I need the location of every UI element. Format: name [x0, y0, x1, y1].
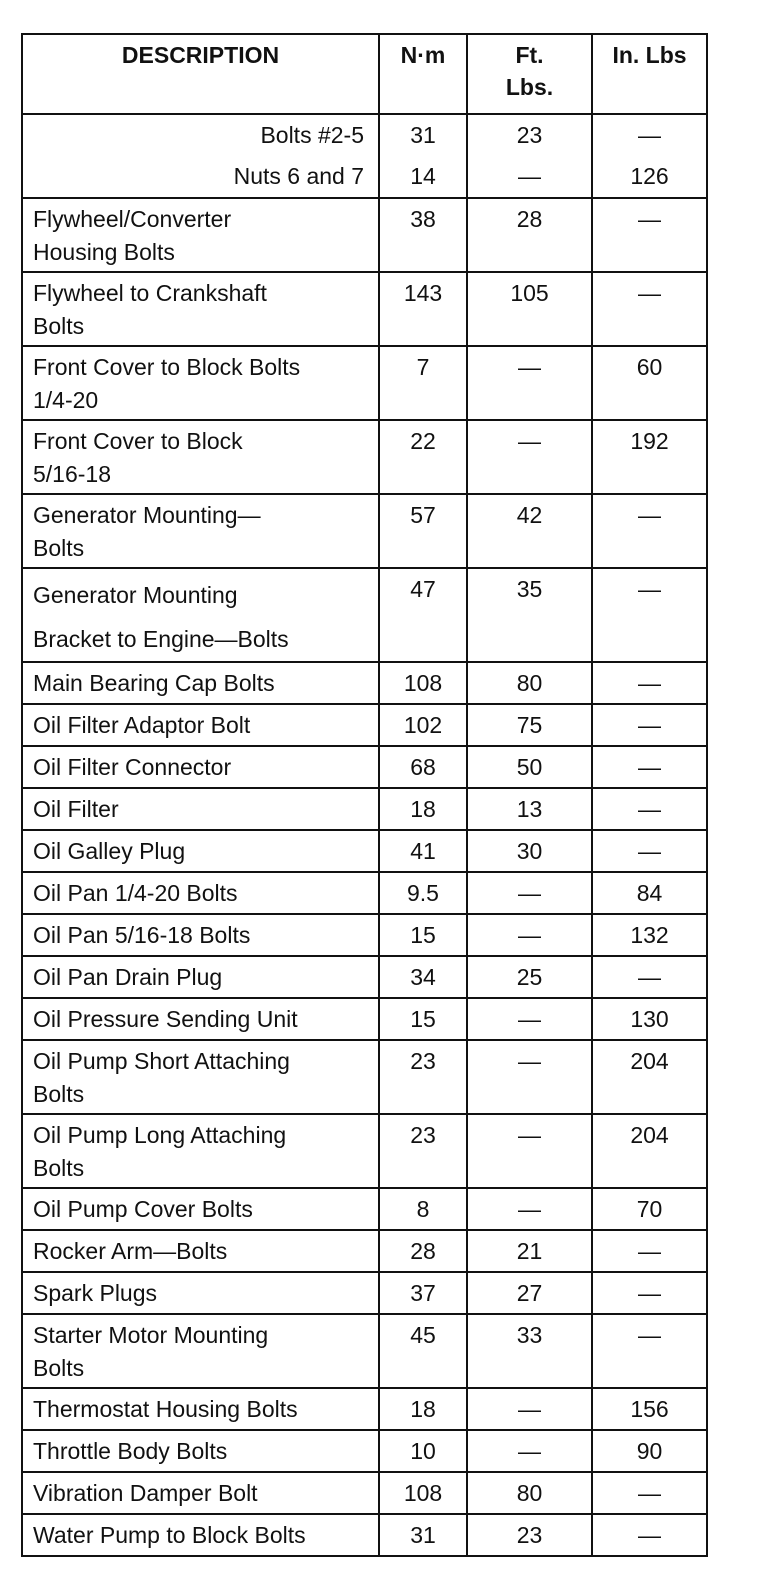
row-in-lbs-value: —: [592, 1272, 707, 1314]
table-row: [22, 420, 707, 494]
table-row: [22, 1040, 707, 1114]
row-description-line2: 1/4-20: [33, 387, 99, 413]
row-in-lbs-value: —: [592, 568, 707, 662]
table-row: [22, 1230, 707, 1272]
header-ft-lbs: [467, 34, 592, 114]
row-ft-lbs-value: —: [467, 1430, 592, 1472]
row-description-line1: Starter Motor Mounting: [33, 1322, 269, 1348]
table-row: [22, 662, 707, 704]
row-nm-value: 45: [379, 1314, 467, 1388]
row-ft-lbs-value: —: [467, 998, 592, 1040]
row-description: [22, 1472, 379, 1514]
row-in-lbs-value: —: [592, 494, 707, 568]
table-row: [22, 568, 707, 662]
row-ft-lbs-value: 23: [467, 114, 592, 156]
row-in-lbs-value: —: [592, 1314, 707, 1388]
row-in-lbs-value: 70: [592, 1188, 707, 1230]
row-description: [22, 114, 379, 156]
row-nm-value: 102: [379, 704, 467, 746]
row-description-line1: Oil Pan 5/16-18 Bolts: [33, 922, 251, 948]
row-description: [22, 1272, 379, 1314]
row-description-line2: Bolts: [33, 1155, 85, 1181]
table-row: [22, 998, 707, 1040]
table-row: [22, 1388, 707, 1430]
row-description: [22, 1114, 379, 1188]
row-description: [22, 914, 379, 956]
table-row: [22, 1114, 707, 1188]
row-description-line1: Rocker Arm—Bolts: [33, 1238, 228, 1264]
row-nm-value: 18: [379, 1388, 467, 1430]
row-description: [22, 568, 379, 662]
row-ft-lbs-value: 33: [467, 1314, 592, 1388]
row-ft-lbs-value: 80: [467, 1472, 592, 1514]
row-ft-lbs-value: —: [467, 1040, 592, 1114]
row-description-line1: Flywheel/Converter: [33, 206, 232, 232]
row-description-line2: Bolts: [33, 1355, 85, 1381]
row-description-line1: Oil Pump Long Attaching: [33, 1122, 287, 1148]
table-row: [22, 494, 707, 568]
row-nm-value: 41: [379, 830, 467, 872]
row-ft-lbs-value: 35: [467, 568, 592, 662]
row-description-line1: Spark Plugs: [33, 1280, 158, 1306]
row-in-lbs-value: 126: [592, 156, 707, 198]
row-ft-lbs-value: —: [467, 346, 592, 420]
header-nm: N·m: [379, 34, 467, 114]
row-description-line2: Bolts: [33, 313, 85, 339]
row-description-line1: Thermostat Housing Bolts: [33, 1396, 298, 1422]
torque-spec-table: [21, 33, 708, 1557]
row-in-lbs-value: —: [592, 1230, 707, 1272]
row-ft-lbs-value: —: [467, 420, 592, 494]
row-description-line1: Bolts #2-5: [260, 122, 364, 148]
row-in-lbs-value: —: [592, 662, 707, 704]
row-description: [22, 746, 379, 788]
table-row: [22, 704, 707, 746]
row-description: [22, 494, 379, 568]
row-nm-value: 143: [379, 272, 467, 346]
row-description-line1: Oil Filter Adaptor Bolt: [33, 712, 251, 738]
row-description-line1: Throttle Body Bolts: [33, 1438, 228, 1464]
row-ft-lbs-value: 27: [467, 1272, 592, 1314]
row-in-lbs-value: 130: [592, 998, 707, 1040]
row-description-line1: Oil Filter: [33, 796, 119, 822]
row-nm-value: 7: [379, 346, 467, 420]
row-in-lbs-value: 132: [592, 914, 707, 956]
row-nm-value: 18: [379, 788, 467, 830]
row-description: [22, 1430, 379, 1472]
table-row: [22, 198, 707, 272]
table-row: [22, 956, 707, 998]
row-nm-value: 37: [379, 1272, 467, 1314]
row-nm-value: 23: [379, 1040, 467, 1114]
table-row: [22, 346, 707, 420]
row-description: [22, 830, 379, 872]
row-description: [22, 1314, 379, 1388]
row-description: [22, 1388, 379, 1430]
row-description-line1: Oil Pressure Sending Unit: [33, 1006, 298, 1032]
row-ft-lbs-value: 30: [467, 830, 592, 872]
row-in-lbs-value: 84: [592, 872, 707, 914]
row-in-lbs-value: —: [592, 1472, 707, 1514]
row-ft-lbs-value: —: [467, 156, 592, 198]
row-ft-lbs-value: —: [467, 1114, 592, 1188]
row-nm-value: 47: [379, 568, 467, 662]
row-description-line2: 5/16-18: [33, 461, 112, 487]
row-in-lbs-value: 156: [592, 1388, 707, 1430]
row-in-lbs-value: —: [592, 1514, 707, 1556]
row-description: [22, 704, 379, 746]
row-ft-lbs-value: —: [467, 1188, 592, 1230]
table-row: [22, 114, 707, 156]
row-nm-value: 108: [379, 662, 467, 704]
header-row: [22, 34, 707, 114]
row-ft-lbs-value: 50: [467, 746, 592, 788]
table-row: [22, 1472, 707, 1514]
row-description-line1: Generator Mounting—: [33, 502, 261, 528]
row-description-line1: Main Bearing Cap Bolts: [33, 670, 275, 696]
row-description-line1: Nuts 6 and 7: [233, 163, 364, 189]
row-ft-lbs-value: —: [467, 914, 592, 956]
row-ft-lbs-value: 75: [467, 704, 592, 746]
row-nm-value: 8: [379, 1188, 467, 1230]
row-in-lbs-value: —: [592, 746, 707, 788]
row-in-lbs-value: —: [592, 114, 707, 156]
row-in-lbs-value: 192: [592, 420, 707, 494]
row-in-lbs-value: —: [592, 704, 707, 746]
row-description: [22, 198, 379, 272]
row-description: [22, 272, 379, 346]
row-description-line1: Vibration Damper Bolt: [33, 1480, 258, 1506]
row-description-line1: Oil Filter Connector: [33, 754, 232, 780]
header-in-lbs: In. Lbs: [592, 34, 707, 114]
row-ft-lbs-value: 80: [467, 662, 592, 704]
row-description: [22, 1230, 379, 1272]
row-in-lbs-value: 204: [592, 1114, 707, 1188]
row-nm-value: 9.5: [379, 872, 467, 914]
table-row: [22, 156, 707, 198]
row-description: [22, 346, 379, 420]
row-nm-value: 15: [379, 914, 467, 956]
row-in-lbs-value: —: [592, 272, 707, 346]
row-description: [22, 872, 379, 914]
table-row: [22, 788, 707, 830]
row-nm-value: 57: [379, 494, 467, 568]
row-nm-value: 31: [379, 114, 467, 156]
row-description: [22, 420, 379, 494]
row-ft-lbs-value: 23: [467, 1514, 592, 1556]
table-row: [22, 914, 707, 956]
table-row: [22, 1514, 707, 1556]
row-description-line2: Housing Bolts: [33, 239, 175, 265]
row-description: [22, 998, 379, 1040]
header-ft-line2: Lbs.: [505, 74, 554, 100]
row-description: [22, 788, 379, 830]
row-nm-value: 28: [379, 1230, 467, 1272]
row-description-line1: Oil Pump Cover Bolts: [33, 1196, 253, 1222]
row-description: [22, 956, 379, 998]
row-in-lbs-value: —: [592, 956, 707, 998]
row-nm-value: 68: [379, 746, 467, 788]
row-ft-lbs-value: —: [467, 872, 592, 914]
row-description-line1: Flywheel to Crankshaft: [33, 280, 267, 306]
row-nm-value: 31: [379, 1514, 467, 1556]
row-in-lbs-value: 90: [592, 1430, 707, 1472]
row-description: [22, 1514, 379, 1556]
row-in-lbs-value: —: [592, 788, 707, 830]
row-nm-value: 34: [379, 956, 467, 998]
row-in-lbs-value: —: [592, 830, 707, 872]
row-nm-value: 22: [379, 420, 467, 494]
row-description: [22, 1040, 379, 1114]
row-nm-value: 15: [379, 998, 467, 1040]
row-description-line1: Water Pump to Block Bolts: [33, 1522, 306, 1548]
row-nm-value: 23: [379, 1114, 467, 1188]
row-description-line2: Bolts: [33, 1081, 85, 1107]
row-description: [22, 156, 379, 198]
table-row: [22, 272, 707, 346]
row-in-lbs-value: 204: [592, 1040, 707, 1114]
row-description-line1: Oil Galley Plug: [33, 838, 186, 864]
row-nm-value: 14: [379, 156, 467, 198]
row-description: [22, 662, 379, 704]
table-row: [22, 1314, 707, 1388]
header-description: DESCRIPTION: [22, 34, 379, 114]
row-ft-lbs-value: 13: [467, 788, 592, 830]
table-row: [22, 830, 707, 872]
row-ft-lbs-value: 42: [467, 494, 592, 568]
row-description-line1: Oil Pump Short Attaching: [33, 1048, 290, 1074]
row-description-line2: Bolts: [33, 535, 85, 561]
row-ft-lbs-value: 28: [467, 198, 592, 272]
row-ft-lbs-value: —: [467, 1388, 592, 1430]
header-ft-line1: Ft.: [515, 42, 544, 68]
row-description-line1: Front Cover to Block Bolts: [33, 354, 301, 380]
table-row: [22, 1272, 707, 1314]
row-nm-value: 10: [379, 1430, 467, 1472]
table-row: [22, 746, 707, 788]
row-ft-lbs-value: 21: [467, 1230, 592, 1272]
table-row: [22, 1188, 707, 1230]
table-row: [22, 1430, 707, 1472]
row-nm-value: 108: [379, 1472, 467, 1514]
row-description: [22, 1188, 379, 1230]
row-in-lbs-value: —: [592, 198, 707, 272]
row-in-lbs-value: 60: [592, 346, 707, 420]
row-description-line1: Oil Pan Drain Plug: [33, 964, 223, 990]
row-ft-lbs-value: 105: [467, 272, 592, 346]
table-body: [22, 114, 707, 1556]
row-ft-lbs-value: 25: [467, 956, 592, 998]
row-nm-value: 38: [379, 198, 467, 272]
table-row: [22, 872, 707, 914]
row-description-line1: Generator Mounting: [33, 582, 238, 608]
row-description-line2: Bracket to Engine—Bolts: [33, 626, 289, 652]
row-description-line1: Front Cover to Block: [33, 428, 243, 454]
row-description-line1: Oil Pan 1/4-20 Bolts: [33, 880, 238, 906]
